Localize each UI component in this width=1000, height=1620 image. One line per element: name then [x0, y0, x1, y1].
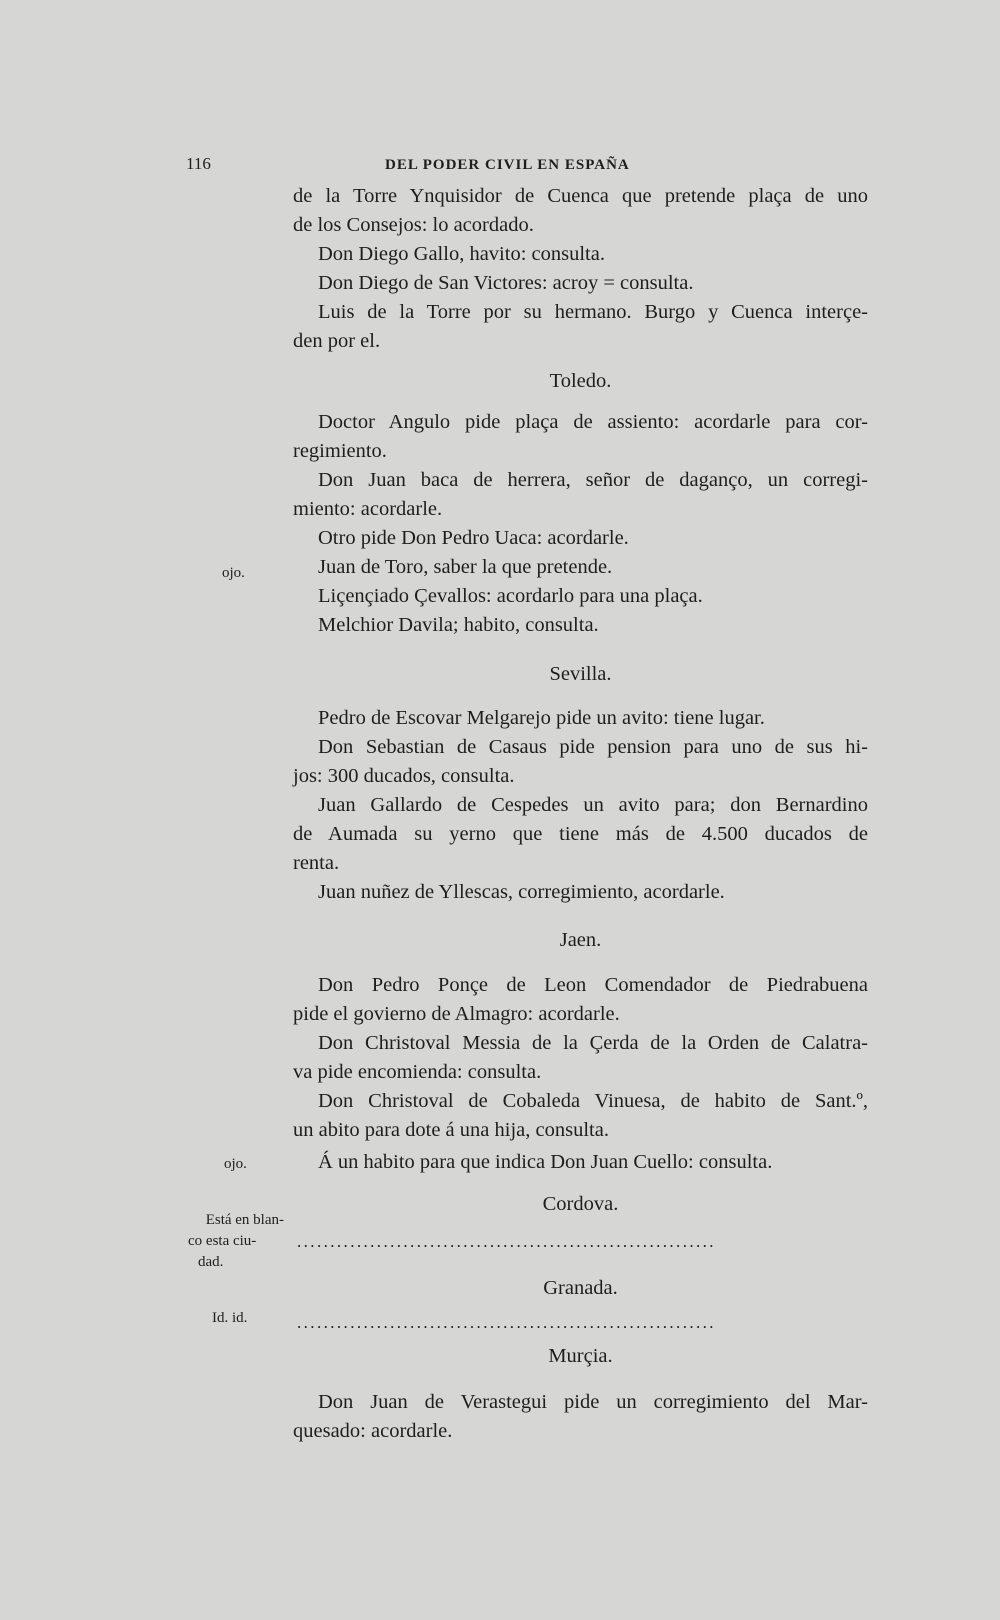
- text-line: Don Pedro Ponçe de Leon Comendador de Piedrabuena: [318, 974, 868, 996]
- text-line: regimiento.: [293, 440, 387, 462]
- text-line: Luis de la Torre por su hermano. Burgo y Cuenca interçe-: [318, 301, 868, 323]
- section-heading-toledo: Toledo.: [549, 370, 612, 392]
- text-line: Don Diego Gallo, havito: consulta.: [318, 243, 605, 265]
- text-line: de Aumada su yerno que tiene más de 4.500 ducados de: [293, 823, 868, 845]
- text-line: de los Consejos: lo acordado.: [293, 214, 534, 236]
- section-heading-jaen: Jaen.: [559, 929, 602, 951]
- dotted-leader: ...............................................................: [297, 1313, 716, 1332]
- text-line: Juan nuñez de Yllescas, corregimiento, acordarle.: [318, 881, 725, 903]
- text-line: Otro pide Don Pedro Uaca: acordarle.: [318, 527, 629, 549]
- text-line: Melchior Davila; habito, consulta.: [318, 614, 599, 636]
- section-heading-sevilla: Sevilla.: [549, 663, 612, 685]
- text-line: Á un habito para que indica Don Juan Cuello: consulta.: [318, 1151, 773, 1173]
- text-line: de la Torre Ynquisidor de Cuenca que pretende plaça de uno: [293, 185, 868, 207]
- text-line: un abito para dote á una hija, consulta.: [293, 1119, 609, 1141]
- dotted-leader: ...............................................................: [297, 1232, 716, 1251]
- text-line: miento: acordarle.: [293, 498, 443, 520]
- section-heading-cordova: Cordova.: [542, 1193, 619, 1215]
- text-line: va pide encomienda: consulta.: [293, 1061, 542, 1083]
- text-line: Juan de Toro, saber la que pretende.: [318, 556, 613, 578]
- text-line: den por el.: [293, 330, 381, 352]
- text-line: Don Sebastian de Casaus pide pension para uno de sus hi-: [318, 736, 868, 758]
- text-line: quesado: acordarle.: [293, 1420, 453, 1442]
- text-line: Pedro de Escovar Melgarejo pide un avito: tiene lugar.: [318, 707, 765, 729]
- section-heading-murcia: Murçia.: [548, 1345, 613, 1367]
- text-line: Don Christoval Messia de la Çerda de la Orden de Calatra-: [318, 1032, 868, 1054]
- text-line: renta.: [293, 852, 340, 874]
- margin-note-ojo: ojo.: [222, 565, 245, 581]
- text-line: Don Juan baca de herrera, señor de daganço, un corregi-: [318, 469, 868, 491]
- page-number: 116: [186, 154, 211, 173]
- running-head: DEL PODER CIVIL EN ESPAÑA: [385, 157, 630, 173]
- text-line: Don Juan de Verastegui pide un corregimiento del Mar-: [318, 1391, 868, 1413]
- text-line: pide el govierno de Almagro: acordarle.: [293, 1003, 620, 1025]
- text-line: Don Christoval de Cobaleda Vinuesa, de habito de Sant.º,: [318, 1090, 868, 1112]
- margin-note-blank: dad.: [198, 1254, 224, 1270]
- margin-note-id: Id. id.: [212, 1310, 248, 1326]
- text-line: Juan Gallardo de Cespedes un avito para; don Bernardino: [318, 794, 868, 816]
- text-line: Don Diego de San Victores: acroy = consulta.: [318, 272, 694, 294]
- margin-note-blank: co esta ciu-: [188, 1233, 257, 1249]
- text-line: Doctor Angulo pide plaça de assiento: acordarle para cor-: [318, 411, 868, 433]
- text-line: jos: 300 ducados, consulta.: [293, 765, 515, 787]
- section-heading-granada: Granada.: [543, 1277, 618, 1299]
- margin-note-blank: Está en blan-: [205, 1212, 284, 1228]
- margin-note-ojo: ojo.: [224, 1156, 247, 1172]
- text-line: Liçençiado Çevallos: acordarlo para una plaça.: [318, 585, 703, 607]
